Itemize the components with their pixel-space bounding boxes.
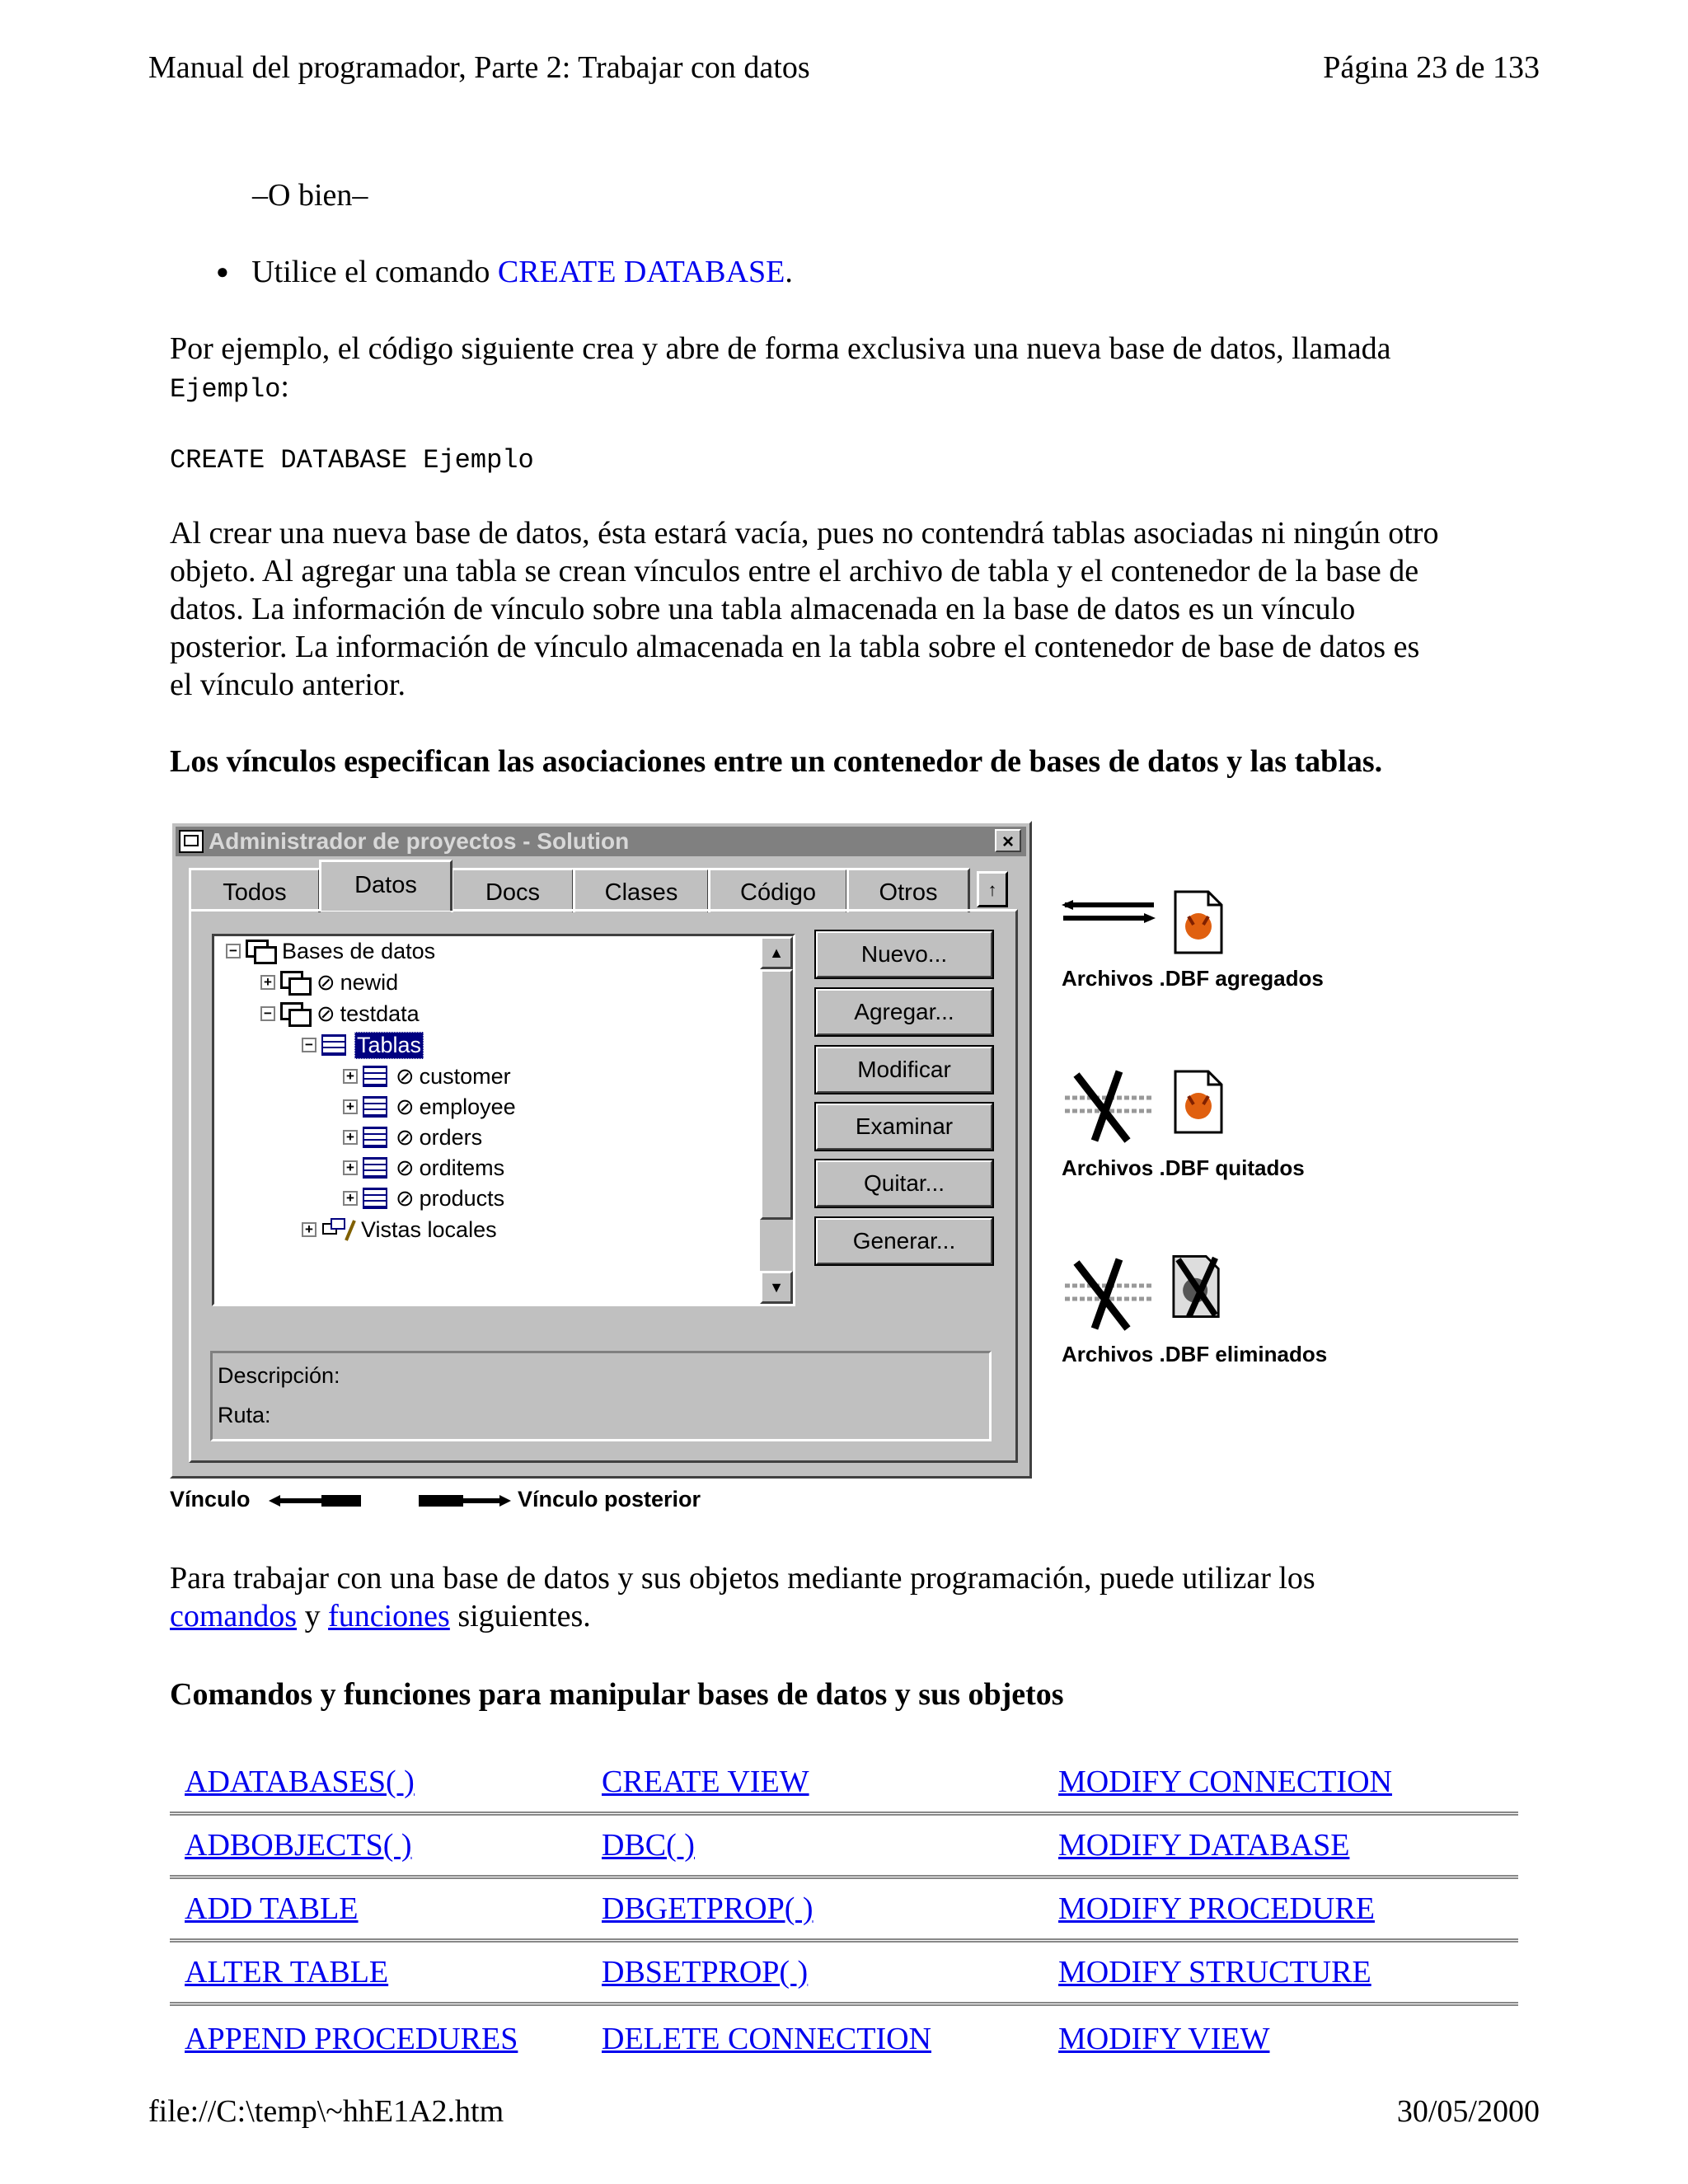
table-link[interactable]: ADBOBJECTS( ) — [185, 1828, 412, 1863]
tab-scroll-button[interactable]: ↑ — [977, 871, 1008, 907]
tree-node-table[interactable] — [343, 1062, 511, 1091]
legend-removed: Archivos .DBF quitados — [1062, 1155, 1305, 1180]
collapse-icon[interactable]: − — [226, 944, 241, 958]
modificar-button[interactable]: Modificar — [815, 1046, 993, 1094]
collapse-icon[interactable]: − — [260, 1006, 275, 1021]
paragraph-end: siguientes. — [449, 1599, 591, 1633]
table-icon — [363, 1157, 387, 1179]
dbf-file-icon — [1174, 890, 1223, 954]
table-link[interactable]: DBC( ) — [602, 1828, 695, 1863]
page-header-title: Manual del programador, Parte 2: Trabajar con datos — [148, 50, 810, 85]
table-icon — [363, 1127, 387, 1148]
excluded-icon: ⊘ — [396, 1094, 415, 1119]
code-block: CREATE DATABASE Ejemplo — [170, 445, 534, 476]
table-icon — [321, 1034, 346, 1056]
legend-deleted: Archivos .DBF eliminados — [1062, 1342, 1328, 1366]
scroll-thumb[interactable] — [760, 969, 793, 1220]
dbf-file-deleted-icon — [1172, 1254, 1221, 1319]
generar-button[interactable]: Generar... — [815, 1217, 993, 1265]
table-icon — [363, 1188, 387, 1209]
paragraph-example-line: Por ejemplo, el código siguiente crea y abre de forma exclusiva una nueva base de datos, llamada — [170, 331, 1391, 366]
tree-node-table[interactable] — [343, 1092, 516, 1122]
tree-node-newid[interactable] — [260, 968, 398, 997]
page-number: Página 23 de 133 — [1323, 50, 1540, 85]
tree-label: orders — [419, 1124, 483, 1150]
quitar-button[interactable]: Quitar... — [815, 1160, 993, 1207]
database-icon — [280, 1002, 310, 1025]
project-manager-window — [170, 821, 1032, 1479]
tree-node-table[interactable] — [343, 1122, 482, 1152]
expand-icon[interactable]: + — [343, 1160, 358, 1175]
description-label: Descripción: — [218, 1363, 340, 1388]
commands-link[interactable]: comandos — [170, 1599, 298, 1633]
forward-link-label: Vínculo posterior — [518, 1487, 701, 1511]
expand-icon[interactable]: + — [343, 1069, 358, 1084]
table-row — [170, 1879, 1518, 1943]
table-icon — [363, 1066, 387, 1087]
table-link[interactable]: MODIFY PROCEDURE — [1058, 1891, 1375, 1926]
tree-label: Vistas locales — [361, 1216, 497, 1242]
excluded-icon: ⊘ — [316, 969, 335, 995]
table-row — [170, 1943, 1518, 2006]
table-link[interactable]: MODIFY VIEW — [1058, 2022, 1270, 2056]
paragraph-line: Al crear una nueva base de datos, ésta estará vacía, pues no contendrá tablas asociadas ni ningún otro — [170, 516, 1439, 551]
table-link[interactable]: MODIFY STRUCTURE — [1058, 1955, 1372, 1990]
tab-otros[interactable]: Otros — [846, 868, 970, 912]
bullet-item — [216, 253, 793, 294]
paragraph-line: datos. La información de vínculo sobre una tabla almacenada en la base de datos es un vínculo — [170, 592, 1356, 626]
conjunction: y — [297, 1599, 329, 1633]
description-area — [210, 1351, 992, 1441]
expand-icon[interactable]: + — [343, 1130, 358, 1145]
tree-label: testdata — [340, 1001, 420, 1026]
window-titlebar — [176, 827, 1026, 856]
commands-table — [170, 1752, 1518, 2056]
tree-label-selected: Tablas — [354, 1032, 424, 1059]
table-link[interactable]: ALTER TABLE — [185, 1955, 389, 1990]
close-button[interactable]: × — [995, 829, 1021, 852]
footer-date: 30/05/2000 — [1396, 2094, 1540, 2129]
table-link[interactable]: ADD TABLE — [185, 1891, 359, 1926]
project-manager-icon — [179, 830, 204, 853]
excluded-icon: ⊘ — [396, 1155, 415, 1180]
table-row-clipped — [170, 2006, 1518, 2056]
forward-link-arrow-icon — [417, 1492, 511, 1510]
create-database-link[interactable]: CREATE DATABASE — [497, 255, 785, 289]
window-title: Administrador de proyectos - Solution — [209, 828, 630, 854]
table-link[interactable]: CREATE VIEW — [602, 1765, 809, 1799]
table-icon — [363, 1096, 387, 1118]
colon: : — [280, 369, 289, 404]
database-icon — [246, 940, 275, 963]
database-icon — [280, 971, 310, 994]
tab-clases[interactable]: Clases — [573, 868, 710, 912]
scroll-up-button[interactable]: ▲ — [760, 936, 793, 969]
tree-node-vistas-locales[interactable] — [302, 1215, 497, 1244]
tree-label: Bases de datos — [282, 938, 436, 963]
bullet-suffix: . — [785, 255, 793, 289]
scroll-down-button[interactable]: ▼ — [760, 1271, 793, 1304]
tree-node-table[interactable] — [343, 1153, 504, 1183]
excluded-icon: ⊘ — [316, 1001, 335, 1026]
legend-added: Archivos .DBF agregados — [1062, 966, 1324, 991]
tree-label: products — [419, 1185, 505, 1211]
expand-icon[interactable]: + — [302, 1222, 316, 1237]
table-link[interactable]: DELETE CONNECTION — [602, 2022, 931, 2056]
tree-label: customer — [419, 1063, 511, 1089]
nuevo-button[interactable]: Nuevo... — [815, 930, 993, 978]
tree-node-testdata[interactable] — [260, 999, 420, 1029]
link-removed-icon — [1062, 1066, 1156, 1146]
expand-icon[interactable]: + — [343, 1099, 358, 1114]
bullet-dot-icon: ● — [216, 260, 229, 284]
collapse-icon[interactable]: − — [302, 1038, 316, 1052]
agregar-button[interactable]: Agregar... — [815, 988, 993, 1036]
table-link[interactable]: MODIFY CONNECTION — [1058, 1765, 1392, 1799]
dbf-file-icon — [1174, 1070, 1223, 1134]
paragraph-line: el vínculo anterior. — [170, 668, 406, 702]
table-link[interactable]: APPEND PROCEDURES — [185, 2022, 518, 2056]
link-arrows-icon — [1062, 897, 1156, 926]
excluded-icon: ⊘ — [396, 1124, 415, 1150]
link-deleted-icon — [1062, 1254, 1156, 1333]
table-link[interactable]: DBSETPROP( ) — [602, 1955, 809, 1990]
tab-docs[interactable]: Docs — [451, 868, 574, 912]
table-link[interactable]: DBGETPROP( ) — [602, 1891, 814, 1926]
examinar-button[interactable]: Examinar — [815, 1103, 993, 1151]
tree-scrollbar[interactable] — [760, 936, 793, 1304]
expand-icon[interactable]: + — [260, 975, 275, 990]
tree-label: employee — [419, 1094, 516, 1119]
alternative-separator: –O bien– — [252, 178, 368, 213]
footer-file-path: file://C:\temp\~hhE1A2.htm — [148, 2094, 504, 2129]
paragraph-line: objeto. Al agregar una tabla se crean vínculos entre el archivo de tabla y el contenedor de la base de — [170, 554, 1419, 588]
code-name-ejemplo: Ejemplo — [170, 374, 281, 405]
table-link[interactable]: ADATABASES( ) — [185, 1765, 415, 1799]
paragraph-programming — [170, 1559, 1530, 1635]
table-heading: Comandos y funciones para manipular bases de datos y sus objetos — [170, 1677, 1064, 1712]
path-label: Ruta: — [218, 1403, 271, 1427]
link-label: Vínculo — [170, 1487, 251, 1511]
tree-node-bases-de-datos[interactable] — [226, 936, 435, 966]
backward-link-arrow-icon — [269, 1492, 363, 1510]
paragraph-links-explained — [170, 514, 1530, 704]
excluded-icon: ⊘ — [396, 1063, 415, 1089]
tab-todos[interactable]: Todos — [189, 868, 321, 912]
paragraph-line: Para trabajar con una base de datos y sus objetos mediante programación, puede utilizar los — [170, 1561, 1315, 1596]
expand-icon[interactable]: + — [343, 1191, 358, 1206]
table-row — [170, 1752, 1518, 1816]
paragraph-line: posterior. La información de vínculo almacenada en la tabla sobre el contenedor de base de datos es — [170, 630, 1420, 664]
tree-label: orditems — [419, 1155, 505, 1180]
database-tree[interactable] — [212, 934, 795, 1306]
paragraph-example — [170, 330, 1530, 409]
local-view-icon — [321, 1217, 356, 1242]
tree-node-table[interactable] — [343, 1183, 504, 1213]
tree-label: newid — [340, 969, 399, 995]
bullet-prefix: Utilice el comando — [251, 255, 498, 289]
tree-node-tablas[interactable] — [302, 1030, 424, 1060]
tab-datos[interactable]: Datos — [319, 860, 452, 911]
table-row — [170, 1816, 1518, 1879]
figure-caption: Los vínculos especifican las asociaciones entre un contenedor de bases de datos y las tablas. — [170, 744, 1383, 779]
tab-codigo[interactable]: Código — [708, 868, 848, 912]
functions-link[interactable]: funciones — [328, 1599, 450, 1633]
excluded-icon: ⊘ — [396, 1185, 415, 1211]
table-link[interactable]: MODIFY DATABASE — [1058, 1828, 1350, 1863]
